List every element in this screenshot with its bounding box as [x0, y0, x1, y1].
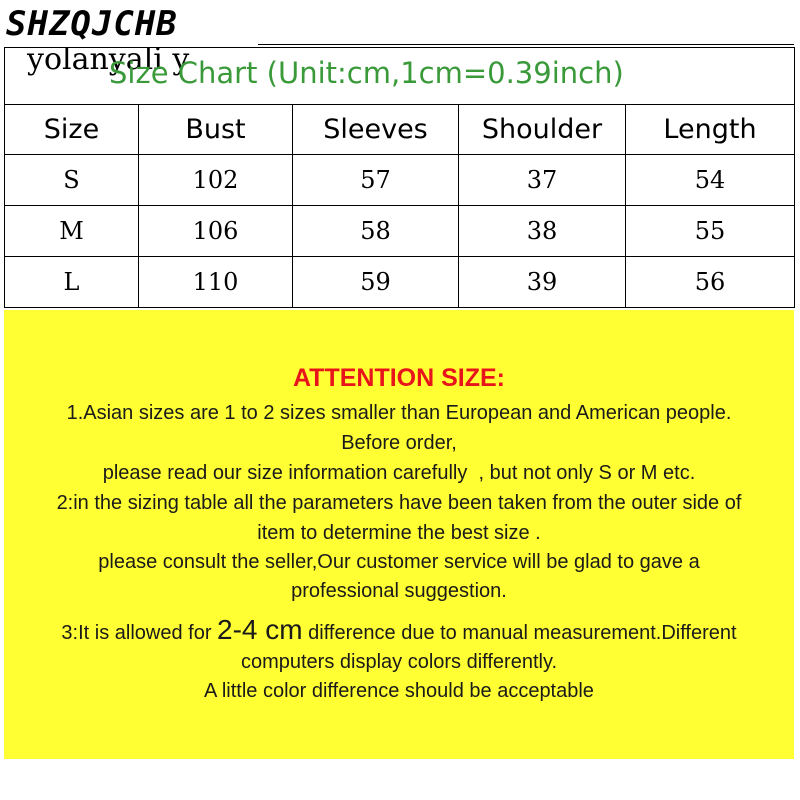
notice-line: 2:in the sizing table all the parameters have been taken from the outer side of	[56, 492, 742, 514]
table-cell: 59	[293, 257, 459, 308]
table-cell: 102	[139, 155, 293, 206]
attention-panel	[4, 310, 794, 759]
header-length: Length	[626, 105, 795, 155]
table-cell: 106	[139, 206, 293, 257]
notice-line: 1.Asian sizes are 1 to 2 sizes smaller than European and American people.	[66, 402, 732, 424]
table-cell: S	[5, 155, 139, 206]
table-cell: 55	[626, 206, 795, 257]
notice-line: A little color difference should be acceptable	[204, 680, 594, 702]
header-size: Size	[5, 105, 139, 155]
notice-line: item to determine the best size .	[257, 522, 541, 544]
table-cell: M	[5, 206, 139, 257]
notice-text: 3:It is allowed for	[61, 622, 218, 644]
notice-line: please read our size information carefully , but not only S or M etc.	[102, 462, 696, 484]
attention-heading: ATTENTION SIZE:	[292, 364, 506, 392]
table-cell: 39	[459, 257, 626, 308]
table-cell: 56	[626, 257, 795, 308]
table-header-row	[5, 105, 795, 155]
notice-line-tolerance	[4, 614, 794, 646]
notice-line: Before order,	[341, 432, 457, 454]
chart-title-bar	[4, 47, 795, 105]
brand-logo-text: SHZQJCHB	[6, 4, 178, 44]
watermark-text: yolanyali y	[27, 47, 190, 77]
tolerance-value: 2-4 cm	[217, 614, 303, 645]
table-cell: L	[5, 257, 139, 308]
table-row	[5, 206, 795, 257]
table-cell: 58	[293, 206, 459, 257]
notice-line: computers display colors differently.	[240, 651, 558, 673]
table-cell: 110	[139, 257, 293, 308]
size-table	[4, 104, 795, 308]
table-cell: 54	[626, 155, 795, 206]
table-cell: 38	[459, 206, 626, 257]
notice-text: difference due to manual measurement.Different	[302, 622, 737, 644]
notice-line: professional suggestion.	[291, 580, 507, 602]
header-sleeves: Sleeves	[293, 105, 459, 155]
table-cell: 57	[293, 155, 459, 206]
table-row	[5, 155, 795, 206]
header-bust: Bust	[139, 105, 293, 155]
table-cell: 37	[459, 155, 626, 206]
header-shoulder: Shoulder	[459, 105, 626, 155]
table-row	[5, 257, 795, 308]
header-divider	[258, 44, 794, 45]
notice-line: please consult the seller,Our customer service will be glad to gave a	[98, 551, 700, 573]
chart-title: Size Chart (Unit:cm,1cm=0.39inch)	[109, 56, 624, 90]
